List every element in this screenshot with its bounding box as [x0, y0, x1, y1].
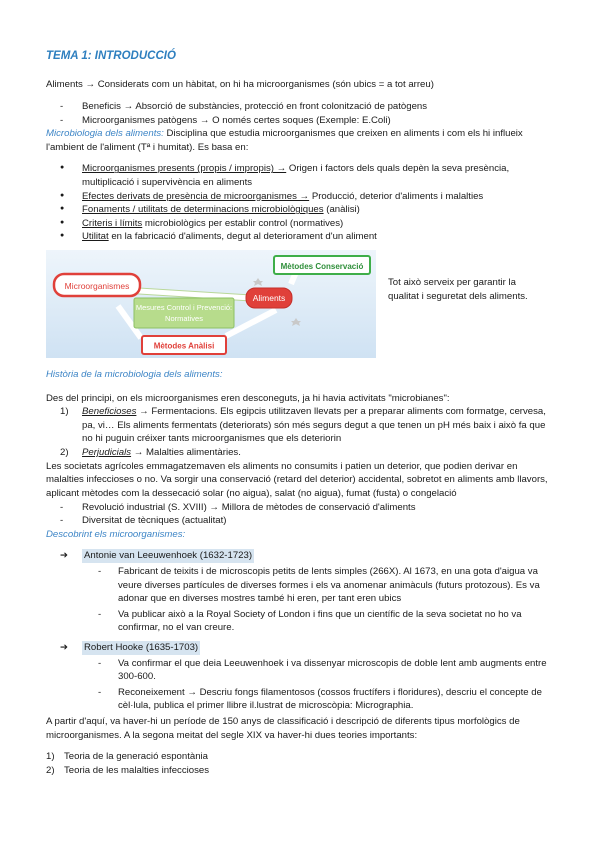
list-item: - Va confirmar el que deia Leeuwenhoek i va dissenyar microscopis de doble lent amb augments entre 300-600.	[46, 657, 556, 684]
teoria-text: Teoria de la generació espontània	[64, 751, 209, 763]
list-item	[46, 162, 556, 189]
list-item: - Revolució industrial (S. XVIII) → Millora de mètodes de conservació d'aliments	[46, 501, 556, 515]
document-page	[46, 48, 556, 777]
hooke-points	[46, 657, 556, 713]
list-item: - Reconeixement → Descriu fongs filamentosos (cossos fructífers i floridures), descriu el concepte de cèl·lula, publica el primer llibre il.lustrat de microscòpia: Micrographia.	[46, 686, 556, 713]
mesures-label-2: Normatives	[165, 314, 203, 324]
food-microbiology-diagram	[46, 250, 376, 358]
list-item: - Fabricant de teixits i de microscopis petits de lents simples (266X). Al 1673, en una gota d'aigua va veure diverses partícules de diverses formes i els va anomenar animàculs (futurs protozous). Es va adonar que en diverses mostres també hi eren, per tant eren ubics	[46, 565, 556, 606]
microorganismes-label: Microorganismes	[64, 281, 130, 292]
list-number: 2)	[60, 447, 69, 459]
list-number: 2)	[46, 764, 55, 776]
list-item	[46, 750, 556, 764]
leeuwenhoek-item	[46, 549, 556, 563]
societats-text: Les societats agrícoles emmagatzemaven els aliments no consumits i patien un deterior, que podien derivar en malalties infeccioses o no. Va sorgir una conservació (retard del deterior) accidental, sobretot en aliments amb llavors, aplicant mètodes com la dessecació solar (no aigua), salat (no aigua), fumat (fusta) o congelació	[46, 460, 548, 499]
bases-term: Criteris i límits	[82, 217, 143, 229]
list-item	[46, 190, 556, 204]
micro-definition	[46, 127, 556, 154]
bases-term: Fonaments / utilitats de determinacions microbiològiques	[82, 204, 324, 216]
teories-list	[46, 750, 556, 777]
aliments-label: Aliments	[252, 293, 286, 304]
list-item: - Diversitat de tècniques (actualitat)	[46, 514, 556, 528]
historia-text: → Malalties alimentàries.	[131, 447, 241, 459]
leeuwenhoek-points	[46, 565, 556, 635]
diagram-row	[46, 250, 556, 358]
list-item: - Microorganismes patògens → O només certes soques (Exemple: E.Coli)	[46, 114, 556, 128]
apartir-text: A partir d'aquí, va haver-hi un període de 150 anys de classificació i descripció de diferents tipus morfològics de microorganismes. A la segona meitat del segle XIX va haver-hi dues teories importants:	[46, 716, 520, 741]
historia-term: Beneficioses	[82, 406, 137, 418]
bases-term: Microorganismes presents (propis / impropis) →	[82, 163, 287, 175]
arrow-icon: ➔	[60, 550, 69, 562]
historia-heading: Història de la microbiologia dels aliments:	[46, 369, 223, 381]
bases-text: Origen i factors dels quals depèn la seva presència, multiplicació i supervivència en aliments	[82, 163, 510, 188]
list-item: - Va publicar això a la Royal Society of London i fins que un científic de la seva societat no ho va confirmar, no el van creure.	[46, 608, 556, 635]
teoria-text: Teoria de les malalties infeccioses	[64, 764, 210, 776]
definition-text: Disciplina que estudia microorganismes que creixen en aliments i com els hi influeix l'ambient de l'aliment (Tª i humitat). Es basa en:	[46, 128, 523, 153]
list-item	[46, 203, 556, 217]
mesures-label-1: Mesures Control i Prevenció:	[135, 303, 233, 313]
descobrint-heading: Descobrint els microorganismes:	[46, 528, 186, 540]
historia-list	[46, 405, 556, 459]
historia-text: → Fermentacions. Els egipcis utilitzaven llevats per a preparar aliments com formatge, cervesa, pa, vi… Els aliments fermentats (deteriorats) són més segurs degut a que tenen un pH més baix i això fa que no hi puguin créixer tants microorganismes que els deteriorin	[82, 406, 546, 445]
page-title: TEMA 1: INTRODUCCIÓ	[46, 50, 176, 62]
societats-list	[46, 501, 556, 528]
leeuwenhoek-name: Antonie van Leeuwenhoek (1632-1723)	[84, 550, 253, 562]
list-number: 1)	[46, 751, 55, 763]
historia-intro: Des del principi, on els microorganismes eren desconeguts, ja hi havia activitats "microbianes":	[46, 392, 450, 404]
hooke-item	[46, 641, 556, 655]
definition-term: Microbiologia dels aliments:	[46, 128, 164, 140]
historia-term: Perjudicials	[82, 447, 132, 459]
bases-text: en la fabricació d'aliments, degut al deteriorament d'un aliment	[108, 231, 377, 243]
intro-list	[46, 100, 556, 127]
bases-text: microbiològics per establir control (normatives)	[142, 217, 344, 229]
hooke-name: Robert Hooke (1635-1703)	[84, 642, 199, 653]
diagram-note: Tot això serveix per garantir la qualitat i seguretat dels aliments.	[388, 277, 528, 302]
list-item	[46, 230, 556, 244]
bases-text: (anàlisi)	[323, 204, 360, 216]
list-item: - Beneficis → Absorció de substàncies, protecció en front colonització de patògens	[46, 100, 556, 114]
list-item	[46, 446, 556, 460]
list-item	[46, 405, 556, 446]
bases-term: Utilitat	[82, 231, 109, 243]
bases-text: Producció, deterior d'aliments i malalties	[309, 190, 484, 202]
metodes-conservacio-label: Mètodes Conservació	[280, 262, 364, 272]
list-number: 1)	[60, 406, 69, 418]
intro-text: Aliments → Considerats com un hàbitat, on hi ha microorganismes (són ubics = a tot arreu)	[46, 79, 434, 91]
bases-list	[46, 162, 556, 244]
metodes-analisi-label: Mètodes Anàlisi	[153, 341, 215, 351]
arrow-icon: ➔	[60, 642, 69, 653]
bases-term: Efectes derivats de presència de microorganismes →	[82, 190, 310, 202]
list-item	[46, 217, 556, 231]
list-item	[46, 764, 556, 778]
